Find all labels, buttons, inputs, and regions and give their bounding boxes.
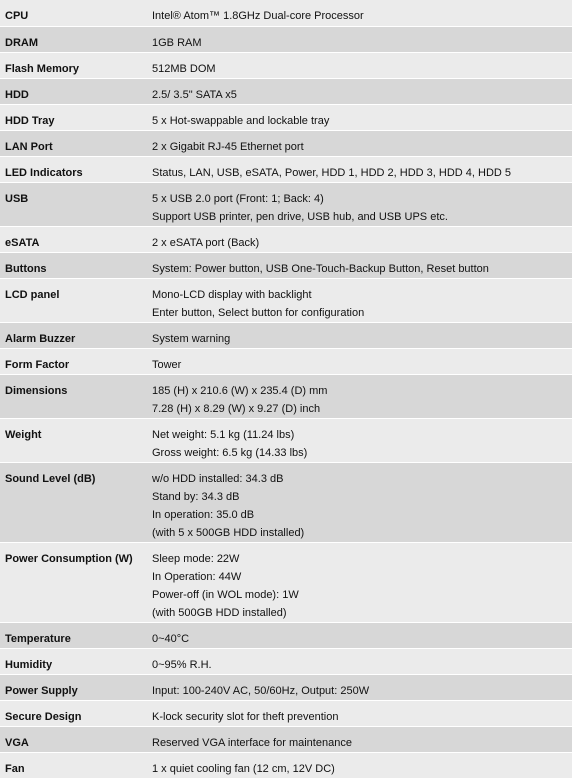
spec-value: [145, 252, 572, 278]
spec-value-line: Stand by: 34.3 dB: [152, 490, 240, 503]
spec-value-line: System warning: [152, 332, 231, 345]
spec-row: [0, 78, 572, 104]
spec-row: [0, 52, 572, 78]
spec-label: HDD Tray: [0, 104, 145, 130]
spec-value-line: Gross weight: 6.5 kg (14.33 lbs): [152, 446, 308, 459]
spec-row: [0, 322, 572, 348]
spec-row: [0, 130, 572, 156]
spec-value: [145, 156, 572, 182]
spec-label: Form Factor: [0, 348, 145, 374]
spec-value: [145, 462, 572, 542]
spec-value: [145, 674, 572, 700]
spec-value: [145, 700, 572, 726]
spec-value-line: 5 x USB 2.0 port (Front: 1; Back: 4): [152, 192, 324, 205]
spec-row: [0, 252, 572, 278]
spec-value-line: 2 x Gigabit RJ-45 Ethernet port: [152, 140, 304, 153]
spec-value-line: Net weight: 5.1 kg (11.24 lbs): [152, 428, 295, 441]
spec-label: Buttons: [0, 252, 145, 278]
spec-label: USB: [0, 182, 145, 226]
spec-label: LED Indicators: [0, 156, 145, 182]
spec-row: [0, 156, 572, 182]
spec-value: [145, 52, 572, 78]
spec-value: [145, 542, 572, 622]
spec-row: [0, 726, 572, 752]
spec-value-line: 2 x eSATA port (Back): [152, 236, 260, 249]
spec-label: DRAM: [0, 26, 145, 52]
spec-label: VGA: [0, 726, 145, 752]
spec-row: [0, 648, 572, 674]
spec-label: eSATA: [0, 226, 145, 252]
spec-value-line: 185 (H) x 210.6 (W) x 235.4 (D) mm: [152, 384, 328, 397]
spec-value: [145, 322, 572, 348]
spec-value: [145, 726, 572, 752]
spec-label: CPU: [0, 0, 145, 26]
spec-row: [0, 226, 572, 252]
spec-label: LCD panel: [0, 278, 145, 322]
spec-value: [145, 78, 572, 104]
spec-value-line: Mono-LCD display with backlight: [152, 288, 312, 301]
spec-value-line: 2.5/ 3.5" SATA x5: [152, 88, 237, 101]
spec-row: [0, 622, 572, 648]
spec-label: Humidity: [0, 648, 145, 674]
spec-row: [0, 752, 572, 778]
spec-value: [145, 0, 572, 26]
spec-value-line: 7.28 (H) x 8.29 (W) x 9.27 (D) inch: [152, 402, 321, 415]
spec-value-line: Reserved VGA interface for maintenance: [152, 736, 352, 749]
spec-value: [145, 104, 572, 130]
spec-value: [145, 226, 572, 252]
spec-value-line: Intel® Atom™ 1.8GHz Dual-core Processor: [152, 10, 364, 22]
spec-row: [0, 278, 572, 322]
spec-value: [145, 418, 572, 462]
spec-row: [0, 700, 572, 726]
spec-value-line: Tower: [152, 358, 182, 371]
spec-value: [145, 374, 572, 418]
spec-label: Power Consumption (W): [0, 542, 145, 622]
spec-value-line: In operation: 35.0 dB: [152, 508, 255, 521]
spec-value-line: 5 x Hot-swappable and lockable tray: [152, 114, 330, 127]
spec-value-line: In Operation: 44W: [152, 570, 242, 583]
spec-label: Fan: [0, 752, 145, 778]
spec-value-line: Sleep mode: 22W: [152, 552, 240, 565]
spec-label: Weight: [0, 418, 145, 462]
spec-value: [145, 130, 572, 156]
spec-value-line: Power-off (in WOL mode): 1W: [152, 588, 299, 601]
spec-row: [0, 418, 572, 462]
spec-value-line: 0~40°C: [152, 632, 190, 645]
spec-label: HDD: [0, 78, 145, 104]
spec-value: [145, 648, 572, 674]
spec-value-line: (with 500GB HDD installed): [152, 606, 287, 619]
spec-value-line: Status, LAN, USB, eSATA, Power, HDD 1, HDD 2, HDD 3, HDD 4, HDD 5: [152, 166, 512, 179]
spec-row: [0, 542, 572, 622]
spec-value-line: K-lock security slot for theft prevention: [152, 710, 339, 723]
spec-value-line: (with 5 x 500GB HDD installed): [152, 526, 305, 539]
spec-row: [0, 374, 572, 418]
spec-value-line: 1 x quiet cooling fan (12 cm, 12V DC): [152, 762, 335, 775]
spec-value-line: 1GB RAM: [152, 36, 202, 49]
spec-row: [0, 104, 572, 130]
spec-label: Sound Level (dB): [0, 462, 145, 542]
spec-value-line: w/o HDD installed: 34.3 dB: [152, 472, 284, 485]
spec-value-line: Support USB printer, pen drive, USB hub, and USB UPS etc.: [152, 210, 448, 223]
spec-value: [145, 182, 572, 226]
spec-label: LAN Port: [0, 130, 145, 156]
spec-label: Temperature: [0, 622, 145, 648]
spec-row: [0, 674, 572, 700]
spec-row: [0, 462, 572, 542]
spec-row: [0, 182, 572, 226]
spec-value-line: Enter button, Select button for configuration: [152, 306, 365, 319]
spec-value-line: System: Power button, USB One-Touch-Backup Button, Reset button: [152, 262, 489, 275]
spec-value: [145, 26, 572, 52]
spec-value: [145, 752, 572, 778]
spec-value: [145, 622, 572, 648]
spec-value: [145, 278, 572, 322]
spec-value-line: Input: 100-240V AC, 50/60Hz, Output: 250W: [152, 684, 370, 697]
spec-row: [0, 348, 572, 374]
spec-row: [0, 0, 572, 26]
spec-row: [0, 26, 572, 52]
spec-label: Secure Design: [0, 700, 145, 726]
spec-value-line: 0~95% R.H.: [152, 658, 212, 671]
spec-label: Alarm Buzzer: [0, 322, 145, 348]
spec-label: Power Supply: [0, 674, 145, 700]
spec-value-line: 512MB DOM: [152, 62, 216, 75]
spec-value: [145, 348, 572, 374]
spec-label: Dimensions: [0, 374, 145, 418]
spec-label: Flash Memory: [0, 52, 145, 78]
